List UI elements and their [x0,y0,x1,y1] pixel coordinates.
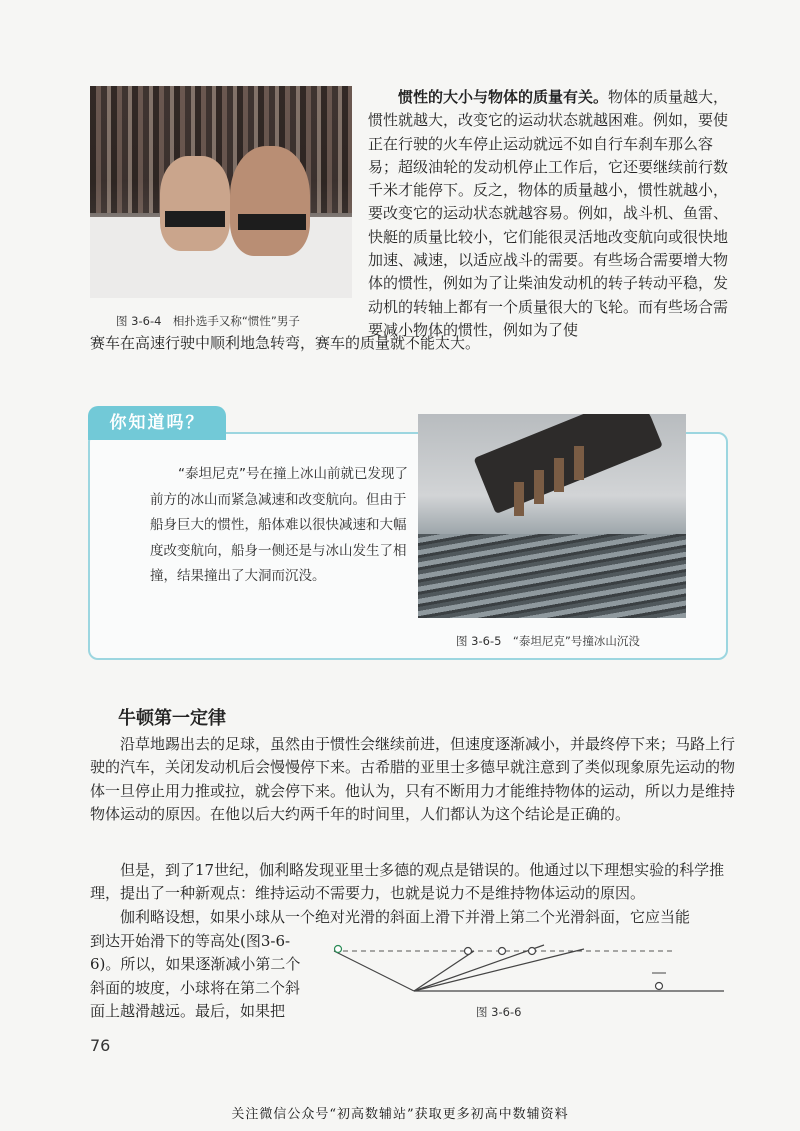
ball-stop-1 [465,948,472,955]
second-slope-gentle [414,949,584,991]
inertia-paragraph-text: 物体的质量越大，惯性就越大，改变它的运动状态就越困难。例如，要使正在行驶的火车停止运动就远不如自行车刹车那么容易；超级油轮的发动机停止工作后，它还要继续前行数千米才能停下。反之，物体的质量越小，惯性就越小，要改变它的运动状态就越容易。例如，战斗机、鱼雷、快艇的质量比较小，它们能很灵活地改变航向或很快地加速、减速，以适应战斗的需要。有些场合需要增大物体的惯性，例如为了让柴油发动机的转子转动平稳，发动机的转轴上都有一个质量很大的飞轮。而有些场合需要减小物体的惯性，例如为了使 [368,88,729,339]
ball-start [335,946,342,953]
newton-paragraph-3-line1 [90,906,736,929]
diagram-caption: 图 3-6-6 [476,1005,522,1019]
newton-paragraph-3-left: 到达开始滑下的等高处(图3-6-6)。所以，如果逐渐减小第二个斜面的坡度，小球将在第二个斜面上越滑越远。最后，如果把 [90,932,301,1020]
inertia-paragraph [368,86,736,342]
did-you-know-text [150,462,408,590]
incline-diagram [318,935,728,997]
ball-stop-2 [499,948,506,955]
did-you-know-label: 你知道吗？ [109,413,205,433]
sumo-caption: 图 3-6-4 相扑选手又称“惯性”男子 [116,314,300,328]
p3-line1-text: 伽利略设想，如果小球从一个绝对光滑的斜面上滑下并滑上第二个光滑斜面，它应当能 [120,908,691,926]
newton-paragraph-2 [90,859,736,906]
first-slope [334,951,414,991]
callout-body: “泰坦尼克”号在撞上冰山前就已发现了前方的冰山而紧急减速和改变航向。但由于船身巨大的惯性，船体难以很快减速和大幅度改变航向，船身一侧还是与冰山发生了相撞，结果撞出了大洞而沉没。 [150,466,408,585]
section-title: 牛顿第一定律 [118,708,226,729]
inertia-paragraph-continuation: 赛车在高速行驶中顺利地急转弯，赛车的质量就不能太大。 [90,334,481,352]
newton-paragraph-1 [90,733,736,826]
p2-text: 但是，到了17世纪，伽利略发现亚里士多德的观点是错误的。他通过以下理想实验的科学推理，提出了一种新观点：维持运动不需要力，也就是说力不是维持物体运动的原因。 [90,861,725,903]
ball-stop-3 [529,948,536,955]
second-slope-medium [414,945,544,991]
second-slope-steep [414,951,474,991]
titanic-caption: 图 3-6-5 “泰坦尼克”号撞冰山沉没 [456,634,640,648]
sumo-photo [90,86,352,298]
page-number: 76 [90,1036,111,1055]
footer-note: 关注微信公众号“初高数辅站”获取更多初高中数辅资料 [231,1107,569,1122]
did-you-know-tab [88,406,226,440]
ball-flat [656,983,663,990]
p1-text: 沿草地踢出去的足球，虽然由于惯性会继续前进，但速度逐渐减小，并最终停下来；马路上行驶的汽车，关闭发动机后会慢慢停下来。古希腊的亚里士多德早就注意到了类似现象原先运动的物体一旦停止用力推或拉，就会停下来。他认为，只有不断用力才能维持物体的运动，所以力是维持物体运动的原因。在他以后大约两千年的时间里，人们都认为这个结论是正确的。 [90,735,736,823]
inertia-bold-lead: 惯性的大小与物体的质量有关。 [398,88,609,106]
titanic-photo [418,414,686,618]
